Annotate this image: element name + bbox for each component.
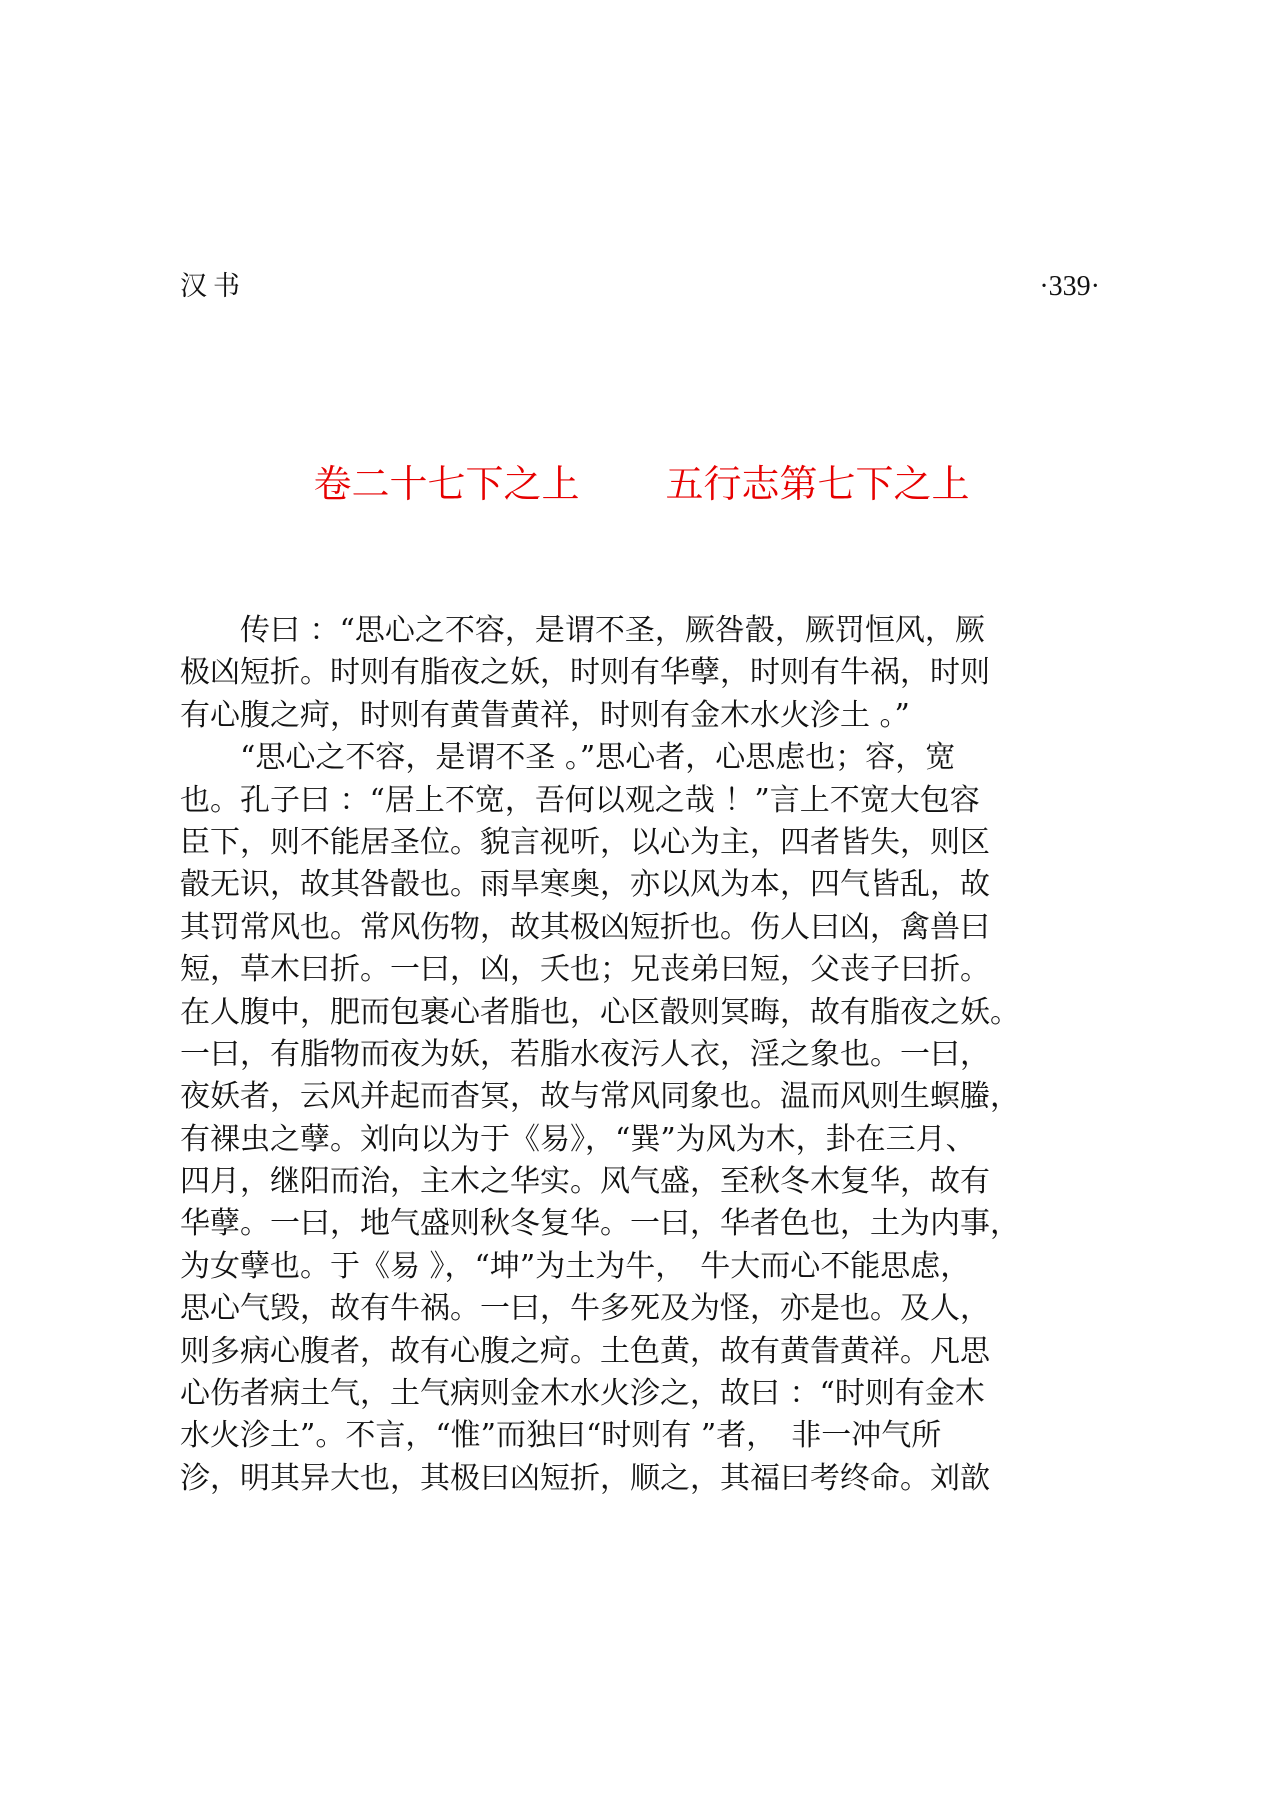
text-line: 臣下，则不能居圣位。貌言视听，以心为主，四者皆失，则区 [180,824,990,860]
body-text [180,610,1100,1500]
chapter-volume: 卷二十七下之上 [313,462,580,506]
text-line: 极凶短折。时则有脂夜之妖，时则有华孽，时则有牛祸，时则 [180,655,990,691]
text-line: 短，草木曰折。一曰，凶，夭也；兄丧弟曰短，父丧子曰折。 [180,952,990,988]
text-line: 传曰 ：“思心之不容，是谓不圣，厥咎瞉，厥罚恒风，厥 [180,613,985,648]
text-line: “思心之不容，是谓不圣 。”思心者，心思虑也；容，宽 [180,740,956,776]
text-line: 水火沴土”。不言，“惟”而独曰“时则有 ”者， 非一冲气所 [180,1418,942,1454]
text-line: 心伤者病土气，土气病则金木水火沴之，故曰 ：“时则有金木 [180,1376,985,1412]
text-line: 沴，明其异大也，其极曰凶短折，顺之，其福曰考终命。刘歆 [180,1460,990,1496]
chapter-name: 五行志第七下之上 [665,462,970,506]
chapter-title [0,460,1283,508]
text-line: 也。孔子曰 ：“居上不宽，吾何以观之哉 ！”言上不宽大包容 [180,782,980,818]
text-line: 思心气毁，故有牛祸。一曰，牛多死及为怪，亦是也。及人， [180,1291,990,1327]
running-head: 汉书 [180,271,246,302]
text-line: 有心腹之疴，时则有黄眚黄祥，时则有金木水火沴土 。” [180,697,910,733]
text-line: 一曰，有脂物而夜为妖，若脂水夜污人衣，淫之象也。一曰， [180,1036,990,1072]
text-line: 华孽。一曰，地气盛则秋冬复华。一曰，华者色也，土为内事， [180,1206,1020,1242]
text-line: 为女孽也。于《易 》，“坤”为土为牛， 牛大而心不能思虑， [180,1248,971,1284]
text-line: 其罚常风也。常风伤物，故其极凶短折也。伤人曰凶，禽兽曰 [180,909,990,945]
page-number: ·339· [1039,271,1100,302]
text-line: 四月，继阳而治，主木之华实。风气盛，至秋冬木复华，故有 [180,1164,990,1200]
text-line: 则多病心腹者，故有心腹之疴。土色黄，故有黄眚黄祥。凡思 [180,1333,990,1369]
text-line: 在人腹中，肥而包裹心者脂也，心区瞉则冥晦，故有脂夜之妖。 [180,994,1020,1030]
text-line: 有裸虫之孽。刘向以为于《易》，“巽”为风为木，卦在三月、 [180,1121,976,1157]
text-line: 瞉无识，故其咎瞉也。雨旱寒奥，亦以风为本，四气皆乱，故 [180,867,990,903]
text-line: 夜妖者，云风并起而杳冥，故与常风同象也。温而风则生螟螣， [180,1079,1020,1115]
